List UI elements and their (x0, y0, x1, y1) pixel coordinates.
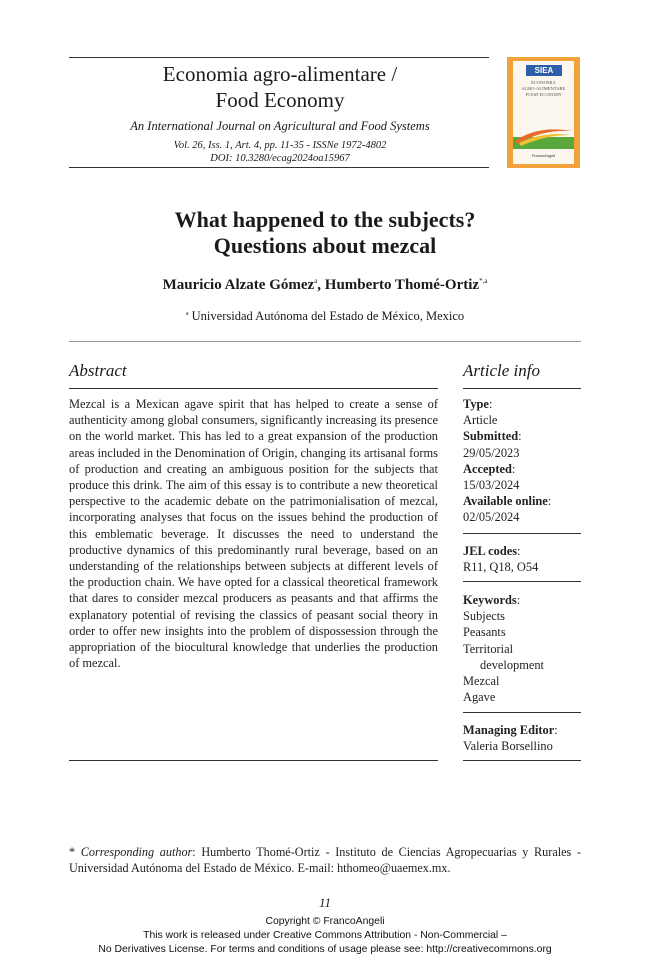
footnote-text: : Humberto Thomé-Ortiz - Instituto de Ciencias Agropecuarias y Rurales - Universidad Autónoma del Estado de México. E-mail: hthomeo@uaemex.mx. (69, 845, 581, 875)
online-label: Available online (463, 494, 548, 509)
article-info-heading: Article info (463, 361, 540, 380)
abstract-heading: Abstract (69, 361, 127, 380)
affiliation (0, 309, 650, 324)
type-label: Type (463, 397, 489, 411)
cover-title-1: ECONOMIA (531, 80, 556, 85)
keyword: Agave (463, 690, 496, 705)
header-top-rule (69, 57, 489, 58)
siea-logo: SIEA (526, 65, 562, 76)
accepted-label: Accepted (463, 461, 512, 476)
online-value: 02/05/2024 (463, 510, 520, 525)
copyright-line: Copyright © FrancoAngeli (265, 916, 385, 927)
info-rule-1 (463, 533, 581, 534)
abstract-bottom-rule (69, 760, 438, 761)
article-dates: Type: Article Submitted: 29/05/2023 Accepted: 15/03/2024 Available online: 02/05/2024 (463, 396, 581, 526)
paper-title-line1: What happened to the subjects? (174, 207, 476, 232)
journal-cover-image (507, 57, 580, 168)
author-separator: , (317, 277, 325, 293)
jel-label: JEL codes (463, 544, 518, 558)
page-number: 11 (318, 895, 332, 910)
affiliation-text: Universidad Autónoma del Estado de México, Mexico (191, 309, 465, 323)
author-2-affil-mark: *,a (479, 277, 488, 285)
cover-title-3: FOOD ECONOMY (525, 92, 562, 97)
submitted-label: Submitted (463, 429, 519, 444)
journal-volume: Vol. 26, Iss. 1, Art. 4, pp. 11-35 - ISSNe 1972-4802 (173, 140, 387, 151)
editor-value: Valeria Borsellino (463, 739, 553, 754)
keywords-label: Keywords (463, 593, 517, 607)
author-1: Mauricio Alzate Gómez (162, 277, 315, 293)
license-line-2: No Derivatives License. For terms and conditions of usage please see: http://creativecommons.org (98, 944, 552, 955)
footnote-marker: * (69, 845, 76, 859)
cover-swoosh-graphic (513, 119, 574, 149)
type-value: Article (463, 413, 498, 428)
abstract-text: Mezcal is a Mexican agave spirit that has helped to create a sense of authenticity among global consumers, significantly increasing its presence on the world market. This has led to a great expansion of the production areas included in the Denomination of Origin, changing its artisanal forms of production and creating an ambiguous position for the subjects that produce this drink. The aim of this essay is to contribute a new theoretical perspective to the academic debate on the patrimonialisation of mezcal, incorporating analyses that focus on the issues behind the production of this emblematic beverage. It discusses the need to understand the productive dynamics of this predominantly rural beverage, based on an understanding of the relationships between subjects at different levels of the production chain. We have opted for a classical theoretical framework that dares to consider mezcal producers as peasants and that affirms the explanatory potential of revising the classics of peasant social theory in order to offer new insights into the problem of dispossession through the appropriation of the biocultural knowledge that underlies the production of mezcal. (69, 397, 438, 671)
author-2: Humberto Thomé-Ortiz (324, 277, 480, 293)
journal-doi: DOI: 10.3280/ecag2024oa15967 (210, 153, 350, 164)
abstract-heading-rule (69, 388, 438, 389)
corresponding-author-footnote (69, 844, 581, 876)
header-bottom-rule (69, 167, 489, 168)
keyword: development (480, 657, 544, 672)
keyword: Mezcal (463, 674, 500, 689)
paper-title-line2: Questions about mezcal (213, 233, 437, 258)
editor-label: Managing Editor (463, 723, 555, 737)
keywords-block: Keywords: Subjects Peasants Territorial development Mezcal Agave (463, 592, 581, 705)
submitted-value: 29/05/2023 (463, 445, 520, 460)
license-line-1: This work is released under Creative Commons Attribution - Non-Commercial – (143, 930, 507, 941)
keyword: Territorial (463, 641, 514, 656)
author-list (0, 277, 650, 294)
jel-value: R11, Q18, O54 (463, 560, 539, 575)
cover-title-2: AGRO-ALIMENTARE (521, 86, 566, 91)
footnote-label: Corresponding author (80, 845, 193, 859)
journal-title-line2: Food Economy (215, 88, 345, 112)
keyword: Subjects (463, 609, 505, 624)
info-rule-2 (463, 581, 581, 582)
info-rule-4 (463, 760, 581, 761)
article-info-heading-rule (463, 388, 581, 389)
title-block-rule (69, 341, 581, 342)
accepted-value: 15/03/2024 (463, 478, 520, 493)
affiliation-mark: a (185, 310, 189, 317)
managing-editor-block: Managing Editor: Valeria Borsellino (463, 722, 581, 754)
journal-title-line1: Economia agro-alimentare / (162, 62, 398, 86)
info-rule-3 (463, 712, 581, 713)
cover-publisher: FrancoAngeli (531, 153, 556, 158)
author-1-affil-mark: a (314, 277, 318, 285)
keyword: Peasants (463, 625, 506, 640)
journal-subtitle: An International Journal on Agricultural and Food Systems (130, 119, 430, 133)
jel-codes-block: JEL codes: R11, Q18, O54 (463, 543, 581, 575)
